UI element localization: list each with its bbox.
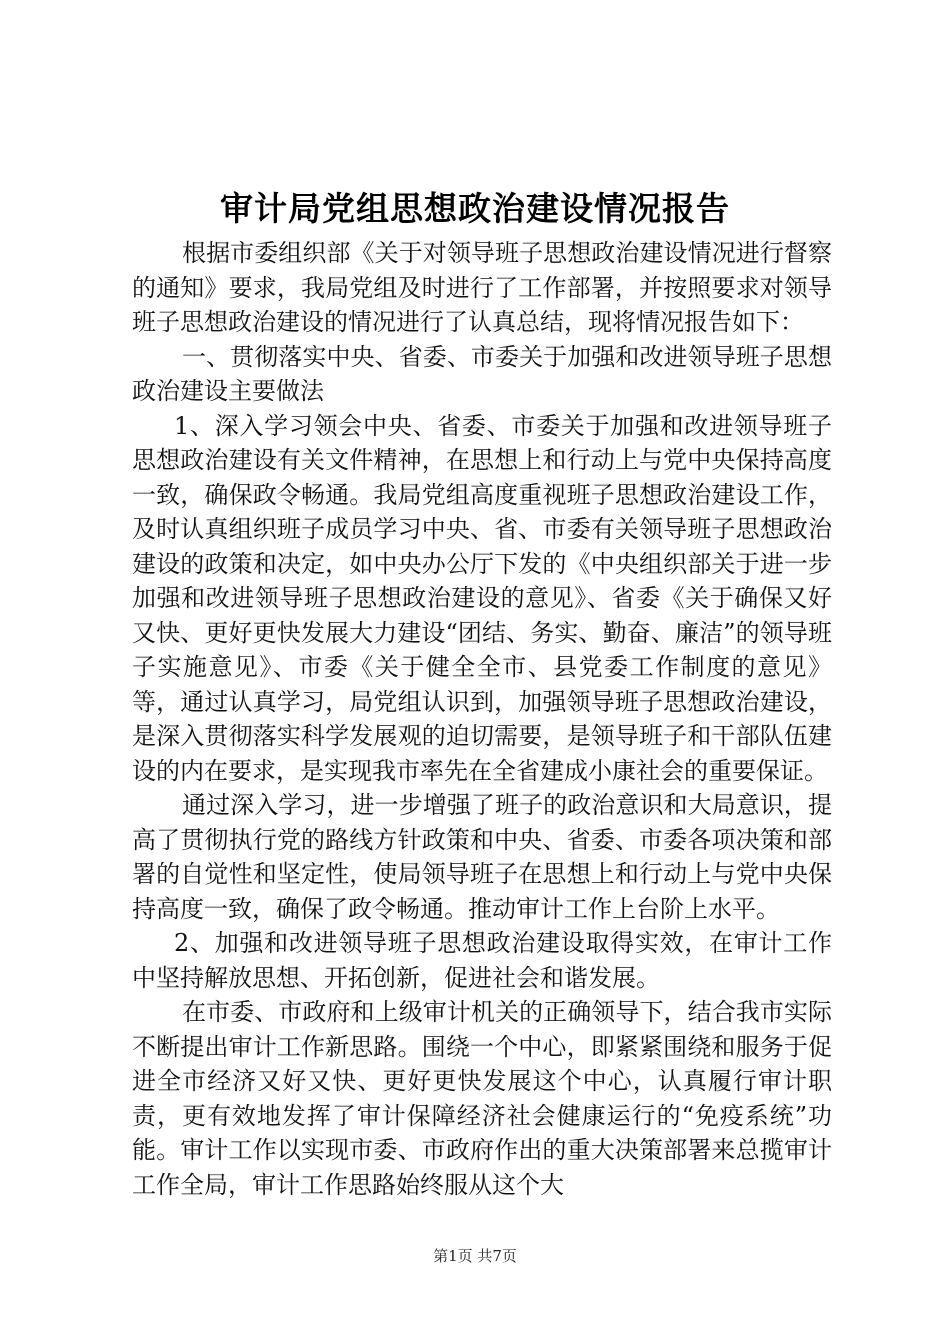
- paragraph-study-results: 通过深入学习，进一步增强了班子的政治意识和大局意识，提高了贯彻执行党的路线方针政策和中央、省委、市委各项决策和部署的自觉性和坚定性，使局领导班子在思想上和行动上与党中央保持高度一致，确保了政令畅通。推动审计工作上台阶上水平。: [132, 791, 832, 923]
- page-footer: 第1页 共7页: [433, 1247, 517, 1265]
- paragraph-item-2: 2、加强和改进领导班子思想政治建设取得实效，在审计工作中坚持解放思想、开拓创新，促进社会和谐发展。: [132, 929, 832, 992]
- document-body: [132, 236, 832, 1202]
- paragraph-leadership: 在市委、市政府和上级审计机关的正确领导下，结合我市实际不断提出审计工作新思路。围绕一个中心，即紧紧围绕和服务于促进全市经济又好又快、更好更快发展这个中心，认真履行审计职责，更有效地发挥了审计保障经济社会健康运行的“免疫系统”功能。审计工作以实现市委、市政府作出的重大决策部署来总揽审计工作全局，审计工作思路始终服从这个大: [132, 998, 832, 1199]
- document-title: 审计局党组思想政治建设情况报告: [220, 189, 730, 228]
- section-heading-1: 一、贯彻落实中央、省委、市委关于加强和改进领导班子思想政治建设主要做法: [132, 342, 832, 405]
- paragraph-item-1: 1、深入学习领会中央、省委、市委关于加强和改进领导班子思想政治建设有关文件精神，在思想上和行动上与党中央保持高度一致，确保政令畅通。我局党组高度重视班子思想政治建设工作，及时认真组织班子成员学习中央、省、市委有关领导班子思想政治建设的政策和决定，如中央办公厅下发的《中央组织部关于进一步加强和改进领导班子思想政治建设的意见》、省委《关于确保又好又快、更好更快发展大力建设“团结、务实、勤奋、廉洁”的领导班子实施意见》、市委《关于健全全市、县党委工作制度的意见》等，通过认真学习，局党组认识到，加强领导班子思想政治建设，是深入贯彻落实科学发展观的迫切需要，是领导班子和干部队伍建设的内在要求，是实现我市率先在全省建成小康社会的重要保证。: [132, 411, 832, 785]
- paragraph-intro: 根据市委组织部《关于对领导班子思想政治建设情况进行督察的通知》要求，我局党组及时进行了工作部署，并按照要求对领导班子思想政治建设的情况进行了认真总结，现将情况报告如下：: [132, 239, 832, 336]
